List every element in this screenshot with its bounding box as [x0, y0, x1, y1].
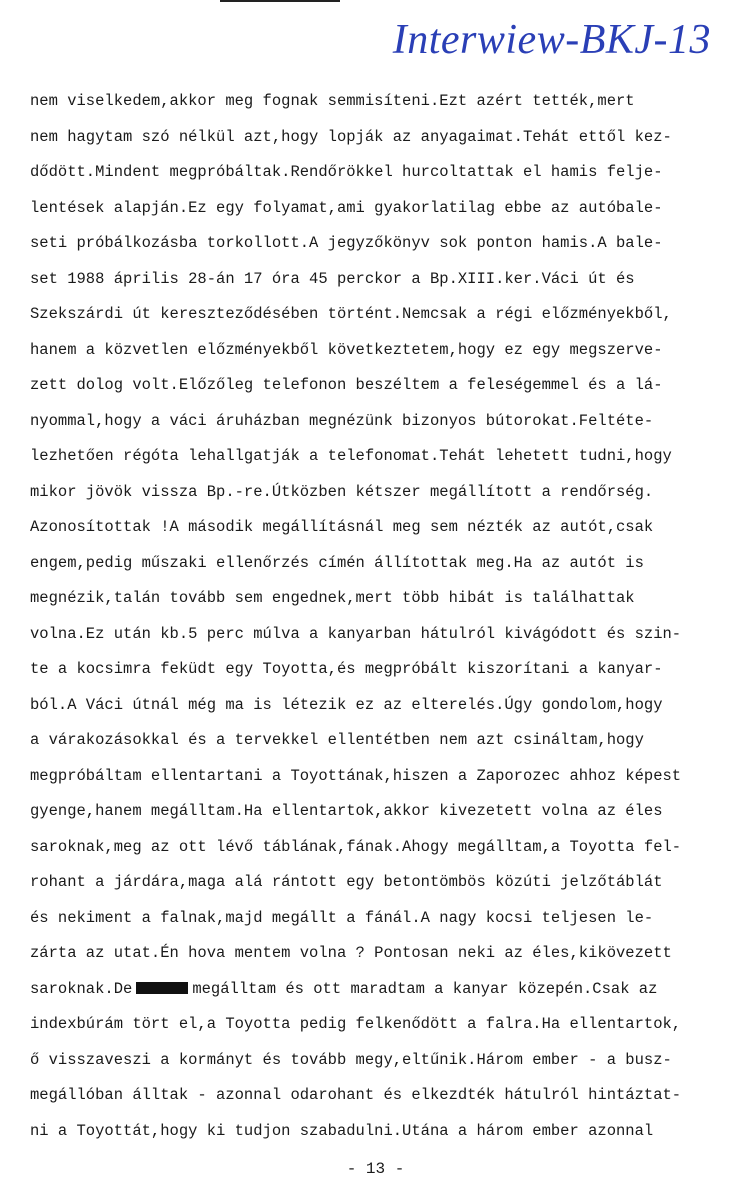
- text-segment: megálltam és ott maradtam a kanyar közepén.Csak az: [192, 979, 658, 998]
- text-line: Azonosítottak !A második megállításnál meg sem nézték az autót,csak: [30, 518, 654, 536]
- text-line: hanem a közvetlen előzményekből következtetem,hogy ez egy megszerve-: [30, 340, 663, 359]
- text-line: nem viselkedem,akkor meg fognak semmisíteni.Ezt azért tették,mert: [30, 92, 635, 110]
- text-line: a várakozásokkal és a tervekkel ellentétben nem azt csináltam,hogy: [30, 731, 644, 749]
- text-line: megpróbáltam ellentartani a Toyottának,hiszen a Zaporozec ahhoz képest: [30, 766, 682, 785]
- text-line: ő visszaveszi a kormányt és tovább megy,eltűnik.Három ember - a busz-: [30, 1050, 672, 1069]
- text-line: gyenge,hanem megálltam.Ha ellentartok,akkor kivezetett volna az éles: [30, 802, 663, 820]
- redaction-mark: [136, 982, 188, 994]
- text-line: megállóban álltak - azonnal odarohant és elkezdték hátulról hintáztat-: [30, 1086, 682, 1104]
- text-line: rohant a járdára,maga alá rántott egy betontömbös közúti jelzőtáblát: [30, 873, 663, 891]
- text-line: indexbúrám tört el,a Toyotta pedig felkenődött a falra.Ha ellentartok,: [30, 1015, 682, 1033]
- text-line: ni a Toyottát,hogy ki tudjon szabadulni.Utána a három ember azonnal: [30, 1121, 654, 1140]
- text-line: nem hagytam szó nélkül azt,hogy lopják az anyagaimat.Tehát ettől kez-: [30, 127, 672, 146]
- text-line: és nekiment a falnak,majd megállt a fánál.A nagy kocsi teljesen le-: [30, 908, 654, 927]
- text-line: megnézik,talán tovább sem engednek,mert több hibát is találhattak: [30, 589, 635, 607]
- text-line: lentések alapján.Ez egy folyamat,ami gyakorlatilag ebbe az autóbale-: [30, 198, 663, 217]
- text-line: volna.Ez után kb.5 perc múlva a kanyarban hátulról kivágódott és szin-: [30, 624, 682, 643]
- text-line: zett dolog volt.Előzőleg telefonon beszéltem a feleségemmel és a lá-: [30, 376, 663, 394]
- text-line: mikor jövök vissza Bp.-re.Útközben kétszer megállított a rendőrség.: [30, 482, 654, 501]
- text-line: saroknak,meg az ott lévő táblának,fának.Ahogy megálltam,a Toyotta fel-: [30, 837, 682, 856]
- text-line: set 1988 április 28-án 17 óra 45 perckor a Bp.XIII.ker.Váci út és: [30, 269, 635, 288]
- text-line: dődött.Mindent megpróbáltak.Rendőrökkel hurcoltattak el hamis felje-: [30, 163, 663, 181]
- top-rule: [220, 0, 340, 2]
- text-line: lezhetően régóta lehallgatják a telefonomat.Tehát lehetett tudni,hogy: [30, 447, 672, 465]
- text-line: te a kocsimra feküdt egy Toyotta,és megpróbált kiszorítani a kanyar-: [30, 660, 663, 678]
- document-body: [30, 84, 742, 1149]
- page-number: - 13 -: [346, 1160, 405, 1178]
- text-line: Szekszárdi út kereszteződésében történt.Nemcsak a régi előzményekből,: [30, 305, 672, 323]
- text-segment: saroknak.De: [30, 979, 133, 998]
- text-line: engem,pedig műszaki ellenőrzés címén állítottak meg.Ha az autót is: [30, 553, 644, 572]
- text-line: ból.A Váci útnál még ma is létezik ez az elterelés.Úgy gondolom,hogy: [30, 695, 663, 714]
- document-title: Interwiew-BKJ-13: [392, 17, 711, 63]
- text-line: zárta az utat.Én hova mentem volna ? Pontosan neki az éles,kikövezett: [30, 944, 672, 962]
- text-line: nyommal,hogy a váci áruházban megnézünk bizonyos bútorokat.Feltéte-: [30, 411, 654, 430]
- text-line-with-redaction: [30, 972, 742, 1008]
- text-line: seti próbálkozásba torkollott.A jegyzőkönyv sok ponton hamis.A bale-: [30, 234, 663, 252]
